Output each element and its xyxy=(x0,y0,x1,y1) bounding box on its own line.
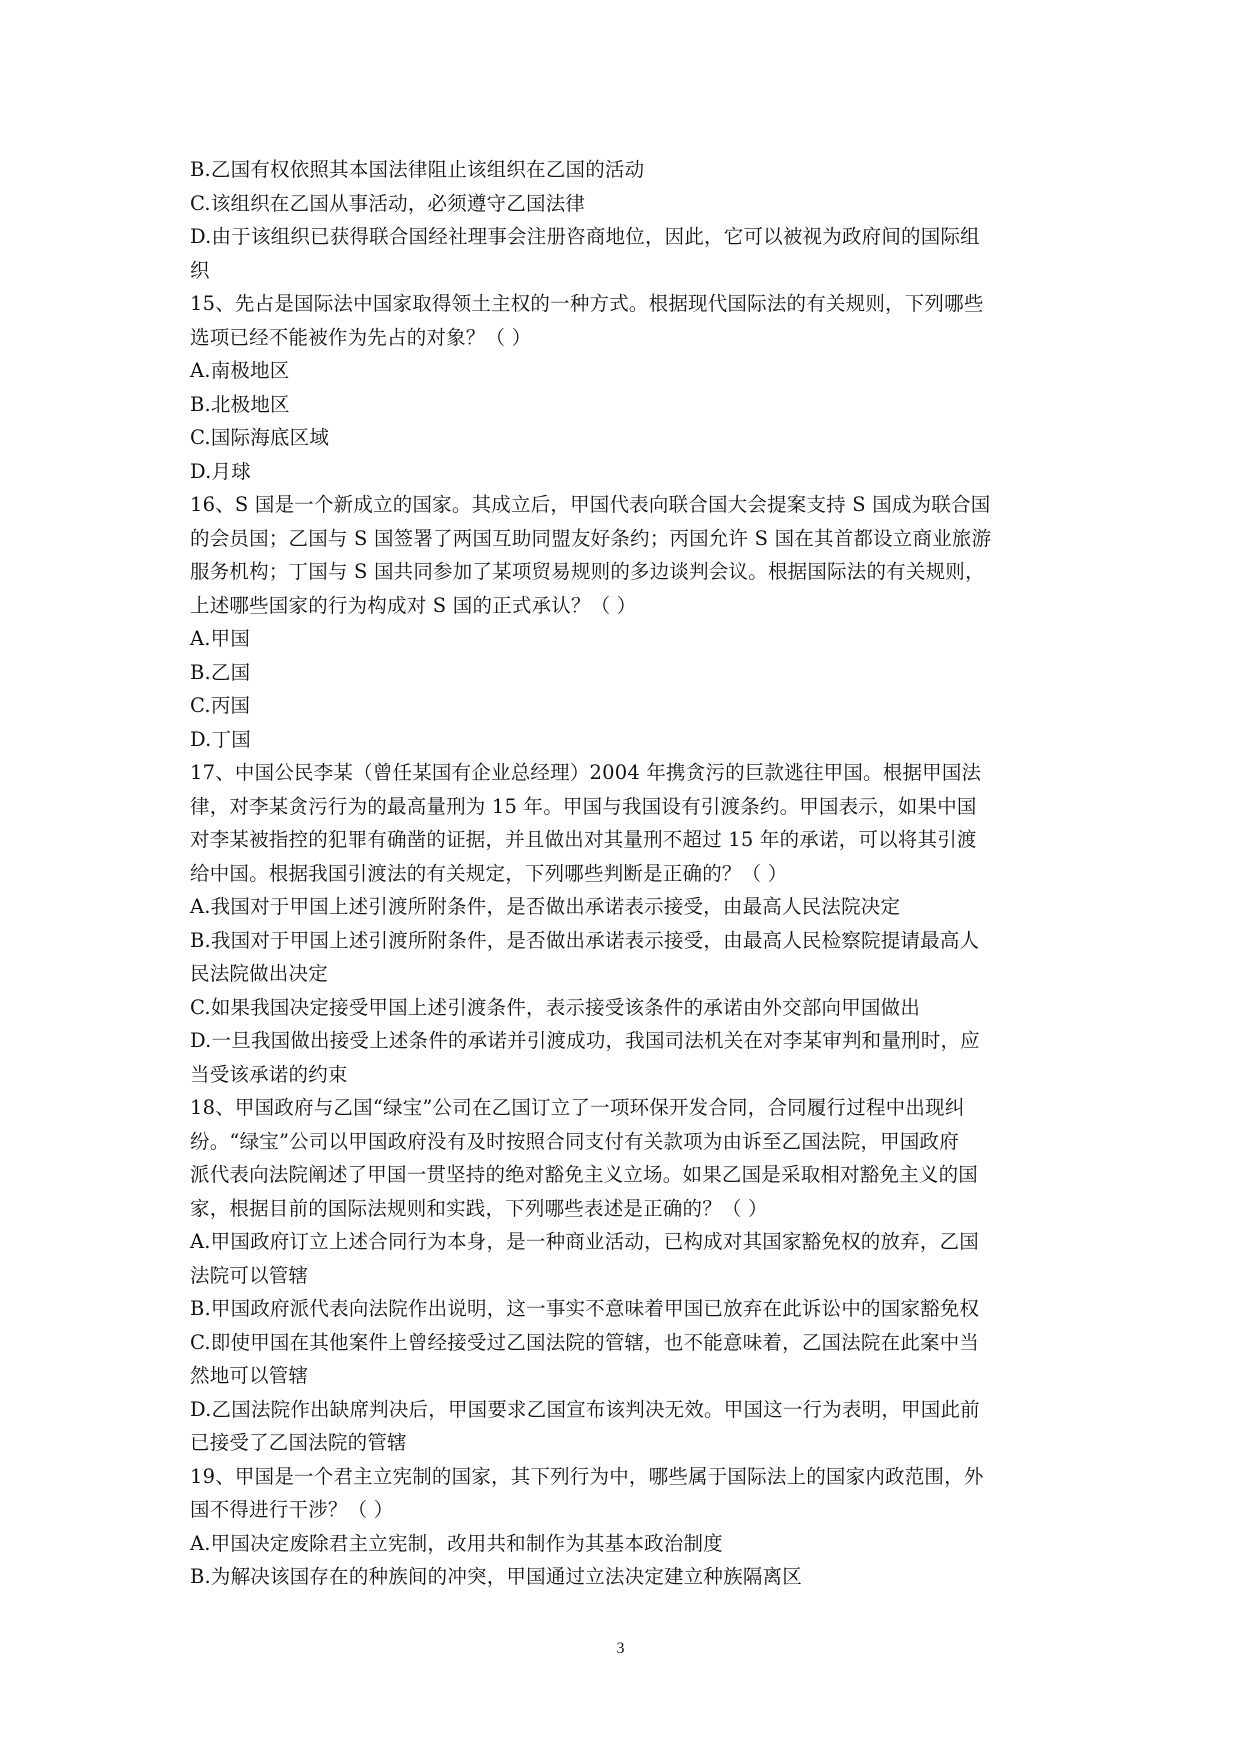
text-line: 纷。“绿宝”公司以甲国政府没有及时按照合同支付有关款项为由诉至乙国法院，甲国政府 xyxy=(190,1129,959,1153)
option-line: A.甲国政府订立上述合同行为本身，是一种商业活动，已构成对其国家豁免权的放弃，乙国 xyxy=(190,1230,979,1253)
text-line: 选项已经不能被作为先占的对象？（ ） xyxy=(190,325,532,349)
option-line: A.甲国 xyxy=(190,627,251,650)
option-line: C.丙国 xyxy=(190,694,251,717)
text-line: 给中国。根据我国引渡法的有关规定，下列哪些判断是正确的？（ ） xyxy=(190,861,788,885)
text-line: C.该组织在乙国从事活动，必须遵守乙国法律 xyxy=(190,191,586,215)
text-line: 国不得进行干涉？（ ） xyxy=(190,1498,394,1521)
question-15-line: 15、先占是国际法中国家取得领土主权的一种方式。根据现代国际法的有关规则，下列哪些 xyxy=(190,292,984,315)
option-line: B.乙国 xyxy=(190,660,251,684)
text-line: 织 xyxy=(190,258,210,282)
text-line: 对李某被指控的犯罪有确凿的证据，并且做出对其量刑不超过 15 年的承诺，可以将其引渡 xyxy=(190,828,977,851)
option-line: C.国际海底区域 xyxy=(190,426,330,449)
option-line: A.我国对于甲国上述引渡所附条件，是否做出承诺表示接受，由最高人民法院决定 xyxy=(190,895,901,918)
page-number: 3 xyxy=(616,1640,625,1657)
text-line: 服务机构；丁国与 S 国共同参加了某项贸易规则的多边谈判会议。根据国际法的有关规则， xyxy=(190,560,985,583)
question-16-line: 16、S 国是一个新成立的国家。其成立后，甲国代表向联合国大会提案支持 S 国成为联合国 xyxy=(190,493,991,516)
page-content xyxy=(190,153,1058,1594)
option-line: D.丁国 xyxy=(190,727,251,751)
text-line: 的会员国；乙国与 S 国签署了两国互助同盟友好条约；丙国允许 S 国在其首都设立商业旅游 xyxy=(190,526,992,550)
text-line: 上述哪些国家的行为构成对 S 国的正式承认？（ ） xyxy=(190,593,637,617)
text-line: B.乙国有权依照其本国法律阻止该组织在乙国的活动 xyxy=(190,158,645,181)
option-line: C.即使甲国在其他案件上曾经接受过乙国法院的管辖，也不能意味着，乙国法院在此案中当 xyxy=(190,1330,980,1354)
text-line: 家，根据目前的国际法规则和实践，下列哪些表述是正确的？（ ） xyxy=(190,1196,768,1220)
option-line: B.北极地区 xyxy=(190,392,290,416)
option-line: B.我国对于甲国上述引渡所附条件，是否做出承诺表示接受，由最高人民检察院提请最高人 xyxy=(190,928,980,952)
question-17-line: 17、中国公民李某（曾任某国有企业总经理）2004 年携贪污的巨款逃往甲国。根据甲国法 xyxy=(190,761,982,784)
option-line: B.为解决该国存在的种族间的冲突，甲国通过立法决定建立种族隔离区 xyxy=(190,1565,802,1588)
text-line: 当受该承诺的约束 xyxy=(190,1062,348,1086)
text-line: 然地可以管辖 xyxy=(190,1364,309,1387)
text-line: 律，对李某贪污行为的最高量刑为 15 年。甲国与我国设有引渡条约。甲国表示，如果中国 xyxy=(190,794,977,818)
text-line: 已接受了乙国法院的管辖 xyxy=(190,1431,407,1454)
option-line: C.如果我国决定接受甲国上述引渡条件，表示接受该条件的承诺由外交部向甲国做出 xyxy=(190,995,921,1019)
text-line: 法院可以管辖 xyxy=(190,1263,309,1287)
text-line: 派代表向法院阐述了甲国一贯坚持的绝对豁免主义立场。如果乙国是采取相对豁免主义的国 xyxy=(190,1163,979,1186)
option-line: D.一旦我国做出接受上述条件的承诺并引渡成功，我国司法机关在对李某审判和量刑时，应 xyxy=(190,1029,980,1052)
option-line: A.甲国决定废除君主立宪制，改用共和制作为其基本政治制度 xyxy=(190,1531,723,1555)
option-line: D.乙国法院作出缺席判决后，甲国要求乙国宣布该判决无效。甲国这一行为表明，甲国此前 xyxy=(190,1397,980,1421)
option-line: D.月球 xyxy=(190,459,251,483)
question-18-line: 18、甲国政府与乙国“绿宝”公司在乙国订立了一项环保开发合同，合同履行过程中出现纠 xyxy=(190,1096,965,1119)
question-19-line: 19、甲国是一个君主立宪制的国家，其下列行为中，哪些属于国际法上的国家内政范围，外 xyxy=(190,1464,984,1488)
option-line: A.南极地区 xyxy=(190,359,290,382)
text-line: D.由于该组织已获得联合国经社理事会注册咨商地位，因此，它可以被视为政府间的国际组 xyxy=(190,225,980,248)
option-line: B.甲国政府派代表向法院作出说明，这一事实不意味着甲国已放弃在此诉讼中的国家豁免权 xyxy=(190,1297,980,1320)
text-line: 民法院做出决定 xyxy=(190,962,328,985)
